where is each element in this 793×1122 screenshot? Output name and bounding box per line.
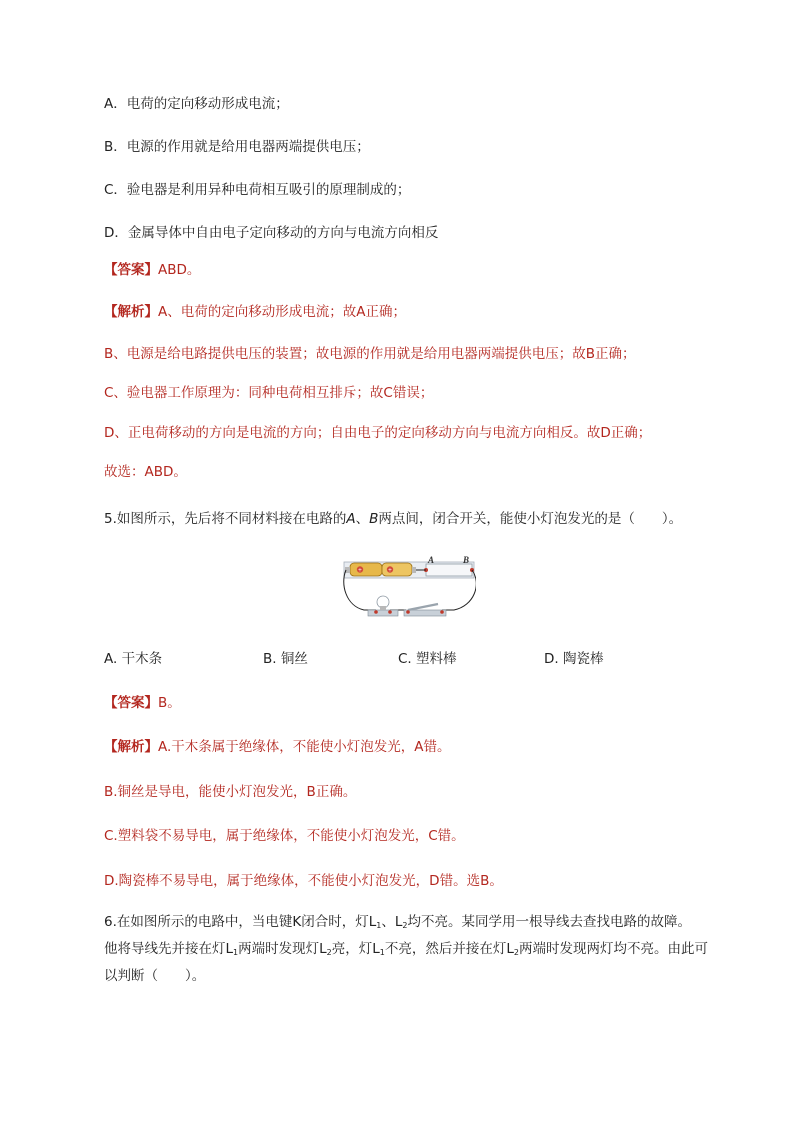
- switch-terminal: [406, 610, 410, 614]
- q6-subscript: 2: [513, 948, 519, 957]
- q4-answer: [104, 260, 200, 280]
- bulb-base: [368, 610, 398, 616]
- analysis-tag: 【解析】: [104, 304, 158, 320]
- q4-analysis-3: C、验电器工作原理为：同种电荷相互排斥；故C错误；: [104, 385, 434, 401]
- analysis-text: A、电荷的定向移动形成电流；故A正确；: [158, 304, 406, 320]
- q6-text: 不亮，然后并接在灯L: [384, 941, 514, 957]
- q5-stem-suffix: 两点间，闭合开关，能使小灯泡发光的是（ ）。: [378, 511, 683, 527]
- bulb-terminal: [388, 610, 392, 614]
- battery-cell-1: [350, 563, 382, 576]
- q5-option-d: D. 陶瓷棒: [544, 651, 604, 667]
- q6-line-1: [104, 912, 691, 936]
- bulb-socket: [380, 606, 386, 610]
- svg-text:+: +: [387, 567, 393, 574]
- bulb-terminal: [374, 610, 378, 614]
- q4-option-b: B．电源的作用就是给用电器两端提供电压；: [104, 139, 370, 155]
- q5-answer: [104, 693, 181, 713]
- q5-stem-point-a: A: [346, 511, 356, 527]
- q6-subscript: 2: [402, 921, 408, 930]
- q4-option-a: A．电荷的定向移动形成电流；: [104, 96, 289, 112]
- q6-text: 两端时发现灯L: [238, 941, 327, 957]
- q6-subscript: 2: [326, 948, 332, 957]
- q6-text: 、L: [381, 914, 403, 930]
- q4-analysis-1: [104, 302, 406, 322]
- q5-analysis-2: B.铜丝是导电，能使小灯泡发光，B正确。: [104, 784, 357, 800]
- answer-text: B。: [158, 695, 181, 711]
- analysis-tag: 【解析】: [104, 739, 158, 755]
- q5-stem-prefix: 5.如图所示，先后将不同材料接在电路的: [104, 511, 347, 527]
- q5-option-c: C. 塑料棒: [398, 651, 457, 667]
- q6-text: 亮，灯L: [331, 941, 380, 957]
- answer-text: ABD。: [158, 262, 201, 278]
- switch-lever: [408, 604, 438, 610]
- svg-text:+: +: [357, 567, 363, 574]
- battery-terminal: [412, 567, 416, 573]
- switch-terminal: [440, 610, 444, 614]
- q4-option-d: D．金属导体中自由电子定向移动的方向与电流方向相反: [104, 225, 439, 241]
- q5-stem-point-b: B: [369, 511, 379, 527]
- q4-analysis-2: B、电源是给电路提供电压的装置；故电源的作用就是给用电器两端提供电压；故B正确；: [104, 346, 636, 362]
- q6-subscript: 1: [379, 948, 385, 957]
- q5-stem: [104, 509, 682, 529]
- q5-analysis-3: C.塑料袋不易导电，属于绝缘体，不能使小灯泡发光，C错。: [104, 828, 465, 844]
- switch-base: [404, 610, 446, 616]
- q6-text: 均不亮。某同学用一根导线去查找电路的故障。: [407, 914, 691, 930]
- q6-text: 6.在如图所示的电路中，当电键K闭合时，灯L: [104, 914, 377, 930]
- q5-option-b: B. 铜丝: [263, 651, 308, 667]
- q6-line-3: 以判断（ ）。: [104, 968, 206, 984]
- sample-holder: [426, 564, 472, 576]
- battery-cell-2: [382, 563, 412, 576]
- q6-text: 两端时发现两灯均不亮。由此可: [519, 941, 708, 957]
- circuit-figure: [342, 554, 476, 620]
- analysis-text: A.干木条属于绝缘体，不能使小灯泡发光，A错。: [158, 739, 451, 755]
- label-a: A: [428, 555, 435, 565]
- q6-line-2: [104, 939, 708, 963]
- answer-tag: 【答案】: [104, 262, 158, 278]
- q6-subscript: 1: [376, 921, 382, 930]
- q5-option-a: A. 干木条: [104, 651, 163, 667]
- q6-subscript: 1: [233, 948, 239, 957]
- q4-analysis-5: 故选：ABD。: [104, 464, 187, 480]
- q4-option-c: C．验电器是利用异种电荷相互吸引的原理制成的；: [104, 182, 411, 198]
- q5-stem-sep: 、: [355, 511, 370, 527]
- label-b: B: [463, 555, 470, 565]
- answer-tag: 【答案】: [104, 695, 158, 711]
- q6-text: 他将导线先并接在灯L: [104, 941, 234, 957]
- q5-analysis-4: D.陶瓷棒不易导电，属于绝缘体，不能使小灯泡发光，D错。选B。: [104, 873, 503, 889]
- q5-analysis-1: [104, 737, 451, 757]
- q4-analysis-4: D、正电荷移动的方向是电流的方向；自由电子的定向移动方向与电流方向相反。故D正确；: [104, 425, 652, 441]
